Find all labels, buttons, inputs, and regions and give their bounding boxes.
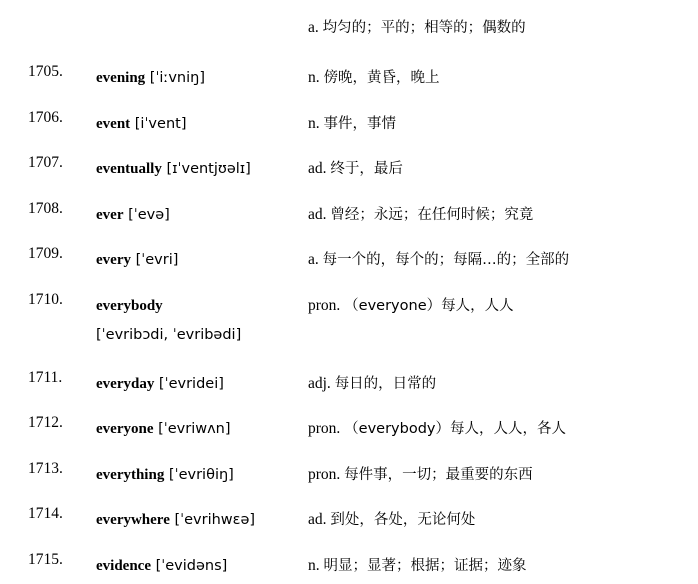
chinese-gloss: 事件，事情 — [323, 116, 396, 132]
chinese-gloss: 每日的，日常的 — [334, 376, 437, 392]
headword-line — [96, 509, 255, 531]
headword-line — [96, 418, 231, 440]
headword-line — [96, 67, 205, 89]
entry-number: 1709. — [28, 245, 63, 262]
headword-line — [96, 464, 234, 486]
entry-number: 1712. — [28, 414, 63, 431]
part-of-speech: pron. — [308, 466, 341, 483]
entry-number: 1708. — [28, 200, 63, 217]
chinese-gloss: （everyone）每人，人人 — [344, 298, 514, 314]
chinese-gloss: 傍晚，黄昏，晚上 — [323, 70, 440, 86]
chinese-gloss: 每一个的，每个的；每隔…的；全部的 — [322, 252, 570, 268]
part-of-speech: a. — [308, 251, 319, 268]
entry-number: 1705. — [28, 63, 63, 80]
part-of-speech: pron. — [308, 420, 341, 437]
part-of-speech: n. — [308, 69, 320, 86]
definition — [308, 295, 514, 317]
entry-number: 1706. — [28, 109, 63, 126]
phonetic: [ɪˈventjʊəlɪ] — [161, 161, 251, 177]
part-of-speech: a. — [308, 19, 319, 36]
part-of-speech: pron. — [308, 297, 341, 314]
phonetic: [ˈevrihwɛə] — [169, 512, 256, 528]
definition — [308, 249, 569, 271]
definition — [308, 555, 527, 577]
headword: everywhere — [96, 512, 170, 528]
headword: everyday — [96, 376, 155, 392]
phonetic: [iˈvent] — [130, 116, 187, 132]
part-of-speech: n. — [308, 557, 320, 574]
phonetic: [ˈevriθiŋ] — [164, 467, 234, 483]
phonetic: [ˈevidəns] — [150, 558, 228, 574]
phonetic: [ˈevri] — [130, 252, 179, 268]
definition — [308, 418, 566, 440]
entry-number: 1711. — [28, 369, 63, 386]
chinese-gloss: 明显；显著；根据；证据；迹象 — [323, 558, 527, 574]
definition — [308, 158, 403, 180]
definition — [308, 113, 396, 135]
definition — [308, 67, 440, 89]
entry-number: 1715. — [28, 551, 63, 568]
entry-number: 1707. — [28, 154, 63, 171]
chinese-gloss: 曾经；永远；在任何时候；究竟 — [330, 207, 534, 223]
headword: everything — [96, 467, 165, 483]
headword: event — [96, 116, 131, 132]
headword: evidence — [96, 558, 151, 574]
headword: everybody — [96, 298, 163, 314]
headword: evening — [96, 70, 146, 86]
headword-line — [96, 204, 170, 226]
definition — [308, 464, 533, 486]
definition — [308, 373, 436, 395]
part-of-speech: ad. — [308, 160, 327, 177]
chinese-gloss: （everybody）每人，人人，各人 — [344, 421, 566, 437]
headword: eventually — [96, 161, 162, 177]
headword-line — [96, 295, 241, 346]
part-of-speech: ad. — [308, 206, 327, 223]
headword: ever — [96, 207, 124, 223]
entry-number: 1714. — [28, 505, 63, 522]
phonetic: [ˈiːvniŋ] — [145, 70, 205, 86]
headword-line — [96, 373, 224, 395]
chinese-gloss: 终于，最后 — [330, 161, 403, 177]
entry-number: 1710. — [28, 291, 63, 308]
phonetic: [ˈevridei] — [154, 376, 224, 392]
part-of-speech: n. — [308, 115, 320, 132]
headword-line — [96, 555, 227, 577]
chinese-gloss: 到处，各处，无论何处 — [330, 512, 476, 528]
headword-line — [96, 113, 186, 135]
phonetic: [ˈevə] — [123, 207, 170, 223]
headword: every — [96, 252, 131, 268]
phonetic: [ˈevriwʌn] — [153, 421, 231, 437]
part-of-speech: adj. — [308, 375, 331, 392]
headword-line — [96, 158, 251, 180]
continued-definition — [308, 18, 526, 38]
phonetic: [ˈevribɔdi, ˈevribədi] — [96, 327, 242, 343]
part-of-speech: ad. — [308, 511, 327, 528]
entry-number: 1713. — [28, 460, 63, 477]
headword: everyone — [96, 421, 154, 437]
definition — [308, 204, 533, 226]
definition — [308, 509, 475, 531]
headword-line — [96, 249, 178, 271]
chinese-gloss: 均匀的；平的；相等的；偶数的 — [322, 20, 526, 36]
chinese-gloss: 每件事，一切；最重要的东西 — [344, 467, 533, 483]
